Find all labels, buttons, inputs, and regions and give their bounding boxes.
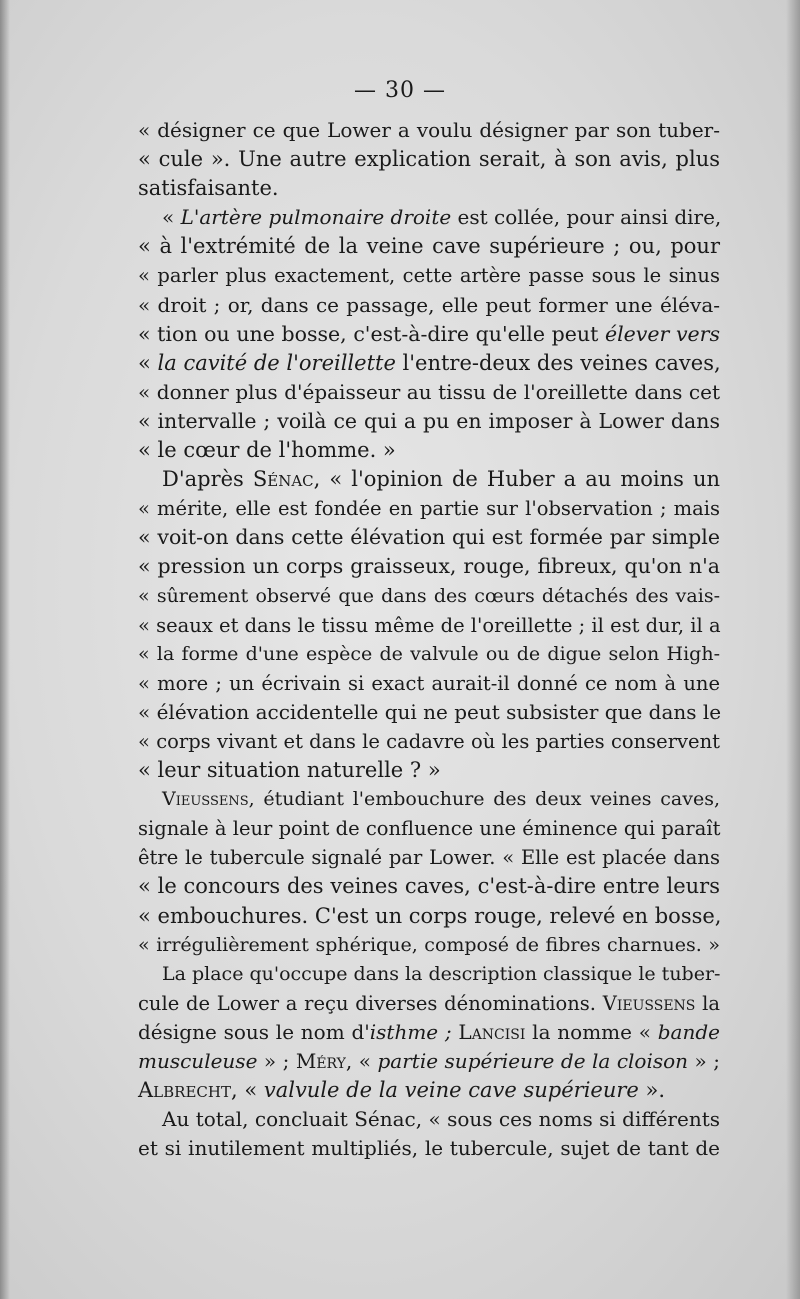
text-segment: » ;: [688, 1049, 720, 1073]
text-line: [138, 989, 720, 1018]
italic-phrase: élever vers: [604, 321, 720, 346]
text-segment: la: [695, 991, 721, 1015]
text-line: [138, 785, 720, 814]
text-line: et si inutilement multipliés, le tubercule, sujet de tant de: [138, 1136, 720, 1161]
text-line: satisfaisante.: [138, 176, 279, 201]
author-name: Lancisi: [458, 1019, 526, 1044]
text-line: « désigner ce que Lower a voulu désigner par son tuber-: [138, 118, 720, 142]
author-name: Albrecht: [138, 1078, 231, 1103]
text-segment: ».: [638, 1078, 666, 1103]
author-name: Vieussens: [162, 788, 249, 811]
text-segment: , étudiant l'embouchure des deux veines caves,: [248, 788, 720, 811]
text-segment: «: [162, 205, 181, 230]
text-line: « intervalle ; voilà ce qui a pu en imposer à Lower dans: [138, 408, 720, 433]
text-segment: » ;: [257, 1049, 296, 1073]
text-line: La place qu'occupe dans la description classique le tuber-: [162, 962, 721, 985]
text-line: [138, 203, 720, 232]
text-line: « pression un corps graisseux, rouge, fibreux, qu'on n'a: [138, 554, 720, 579]
page-left-shadow: [0, 0, 10, 1299]
text-segment: , « l'opinion de Huber a au moins un: [313, 467, 720, 492]
text-line: « élévation accidentelle qui ne peut subsister que dans le: [138, 699, 722, 724]
text-segment: cule de Lower a reçu diverses dénominations.: [138, 991, 603, 1015]
text-line: [138, 465, 720, 494]
text-line: [138, 1047, 720, 1076]
italic-phrase: musculeuse: [138, 1049, 258, 1073]
text-line: « droit ; or, dans ce passage, elle peut former une éléva-: [138, 292, 720, 317]
text-segment: la nomme «: [525, 1019, 658, 1044]
author-name: Sénac: [252, 467, 314, 492]
text-line: « mérite, elle est fondée en partie sur l'observation ; mais: [138, 497, 720, 521]
text-segment: « tion ou une bosse, c'est-à-dire qu'elle peut: [138, 321, 605, 346]
text-line: « le cœur de l'homme. »: [138, 438, 396, 463]
text-line: « la forme d'une espèce de valvule ou de digue selon High-: [138, 642, 720, 665]
text-segment: «: [138, 350, 158, 375]
text-line: « sûrement observé que dans des cœurs détachés des vais-: [138, 584, 720, 607]
italic-phrase: L'artère pulmonaire droite: [180, 205, 452, 230]
text-line: « seaux et dans le tissu même de l'oreillette ; il est dur, il a: [138, 613, 721, 637]
text-line: « parler plus exactement, cette artère passe sous le sinus: [138, 264, 720, 288]
author-name: Méry: [295, 1049, 346, 1073]
italic-phrase: partie supérieure de la cloison: [377, 1049, 689, 1073]
italic-phrase: isthme ;: [369, 1019, 452, 1044]
text-line: « leur situation naturelle ? »: [138, 758, 441, 783]
text-segment: , «: [230, 1078, 264, 1103]
text-segment: , «: [345, 1049, 378, 1073]
author-name: Vieussens: [602, 991, 696, 1015]
text-line: « le concours des veines caves, c'est-à-dire entre leurs: [138, 874, 720, 899]
text-line: « voit-on dans cette élévation qui est formée par simple: [138, 525, 720, 550]
text-line: [138, 349, 720, 378]
page-number: — 30 —: [354, 78, 446, 103]
text-line: [138, 320, 720, 349]
text-line: « cule ». Une autre explication serait, à son avis, plus: [138, 147, 720, 172]
text-line: « à l'extrémité de la veine cave supérieure ; ou, pour: [138, 234, 720, 259]
italic-phrase: la cavité de l'oreillette: [157, 350, 396, 375]
text-line: Au total, concluait Sénac, « sous ces noms si différents: [162, 1107, 720, 1132]
text-segment: désigne sous le nom d': [138, 1019, 370, 1044]
text-line: « irrégulièrement sphérique, composé de fibres charnues. »: [138, 933, 720, 956]
italic-phrase: bande: [657, 1019, 720, 1044]
body-text: [138, 116, 720, 1163]
text-line: « more ; un écrivain si exact aurait-il donné ce nom à une: [138, 671, 720, 695]
text-segment: est collée, pour ainsi dire,: [451, 205, 722, 230]
text-line: [138, 1018, 720, 1047]
text-segment: l'entre-deux des veines caves,: [395, 350, 721, 375]
text-line: être le tubercule signalé par Lower. « Elle est placée dans: [138, 846, 720, 870]
italic-phrase: valvule de la veine cave supérieure: [263, 1078, 639, 1103]
text-line: « donner plus d'épaisseur au tissu de l'oreillette dans cet: [138, 379, 720, 404]
text-line: [138, 1076, 720, 1105]
text-segment: D'après: [162, 467, 253, 492]
text-line: « embouchures. C'est un corps rouge, relevé en bosse,: [138, 903, 722, 928]
text-line: « corps vivant et dans le cadavre où les parties conservent: [138, 729, 720, 753]
text-line: signale à leur point de confluence une éminence qui paraît: [138, 817, 721, 841]
page-right-shadow: [786, 0, 800, 1299]
